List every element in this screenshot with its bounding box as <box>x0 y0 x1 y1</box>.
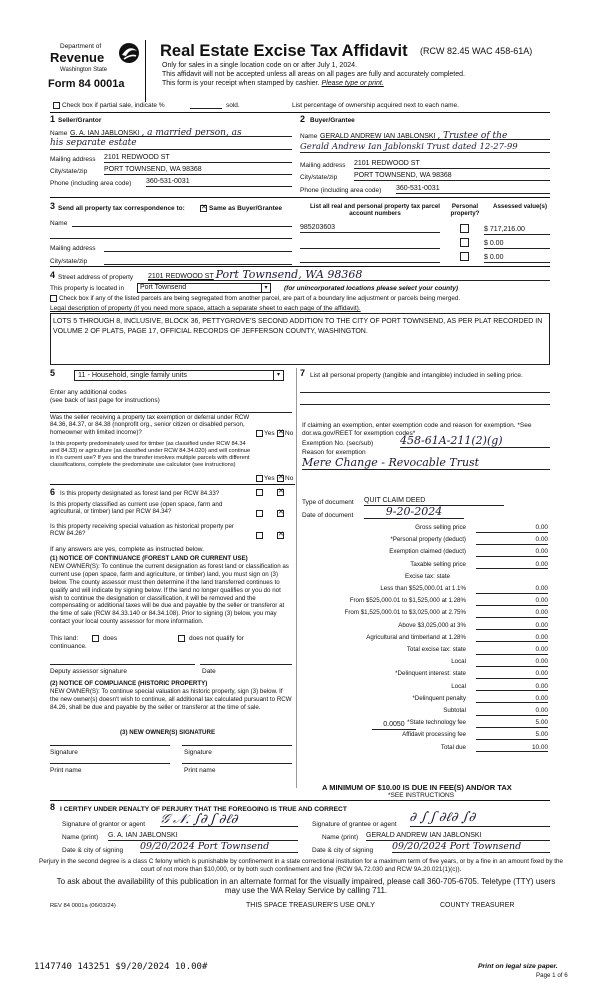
ledger-row <box>300 731 550 741</box>
legal-size-note: Print on legal size paper. <box>478 963 558 970</box>
minimum-due-line1: A MINIMUM OF $10.00 IS DUE IN FEE(S) AND/OR TAX <box>322 783 512 792</box>
located-in-label: This property is located in <box>50 285 125 292</box>
see-back-label: (see back of last page for instructions) <box>50 397 160 404</box>
logo-dept-line2: Revenue <box>50 50 105 65</box>
header-note-2: This affidavit will not be accepted unless all areas on all pages are fully and accurately completed. <box>162 71 465 78</box>
buyer-city-field[interactable]: PORT TOWNSEND, WA 98368 <box>354 172 550 181</box>
grantor-signature-label: Signature of grantor or agent <box>62 821 146 828</box>
chevron-down-icon: ▾ <box>261 284 270 292</box>
seller-mailing-field[interactable]: 2101 REDWOOD ST <box>104 154 292 163</box>
continuance-label: continuance. <box>50 643 87 650</box>
partial-sold-label: sold. <box>226 102 240 109</box>
ledger-row <box>300 695 550 705</box>
revision-label: REV 84 0001a (06/03/24) <box>50 903 116 909</box>
s6-q3-text: Is this property receiving special valuation as historical property per RCW 84.26? <box>50 523 234 538</box>
ledger-value[interactable]: 0.00 <box>476 524 548 533</box>
s5-q2-yes-checkbox[interactable] <box>256 475 263 482</box>
ledger-label: Excise tax: state <box>404 572 450 580</box>
ledger-value[interactable]: 5.00 <box>476 719 548 728</box>
ledger-row <box>300 658 550 668</box>
buyer-phone-label: Phone (including area code) <box>300 187 382 194</box>
exemption-note: If claiming an exemption, enter exemption code and reason for exemption. *See dor.wa.gov/REET for exemption codes* <box>302 422 532 437</box>
street-address-handwritten: Port Townsend, WA 98368 <box>215 268 363 281</box>
additional-codes-field[interactable] <box>50 412 292 413</box>
ledger-value[interactable]: 0.00 <box>476 536 548 545</box>
buyer-name-typed: GERALD ANDREW IAN JABLONSKI <box>320 133 436 140</box>
logo-dept-line1: Department of <box>60 43 102 50</box>
section-6-number: 6 <box>50 487 56 497</box>
deputy-date-field[interactable] <box>200 664 292 665</box>
ledger-label: *Personal property (deduct) <box>390 536 466 544</box>
buyer-name-handwritten-1: , Trustee of the <box>437 131 508 141</box>
personal-property-checkbox-1[interactable] <box>460 224 469 233</box>
print-name-label-2: Print name <box>184 767 216 774</box>
ledger-label: Subtotal <box>443 707 466 714</box>
deputy-signature-label: Deputy assessor signature <box>50 668 127 675</box>
doc-date-label: Date of document <box>302 512 354 519</box>
seller-name-typed: G. A. IAN JABLONSKI <box>70 130 140 137</box>
s5-q2-text: Is this property predominately used for timber (as classified under RCW 84.34 and 84.33) or agriculture (as classified under RCW 84.34.020) and will continue in it's current use? If yes and the transfer involves multiple parcels with different classifications, complete the predominate use calculator (see instructions) <box>50 441 251 469</box>
header-note-3-text: This form is your receipt when stamped by cashier. <box>162 80 320 87</box>
section-8-number: 8 <box>50 802 56 812</box>
notice-1-title: (1) NOTICE OF CONTINUANCE (FOREST LAND OR CURRENT USE) <box>50 555 248 562</box>
doc-type-label: Type of document <box>302 499 354 506</box>
s6-q2-no-checkbox[interactable] <box>277 510 284 517</box>
new-owner-signature-1[interactable] <box>50 745 170 746</box>
print-name-label-1: Print name <box>50 767 82 774</box>
s5-q1-text: Was the seller receiving a property tax exemption or deferral under RCW 84.36, 84.37, or 84.38 (nonprofit org., senior citizen or disabled person, homeowner with limited income)? <box>50 414 250 436</box>
ledger-row <box>300 585 550 595</box>
ledger-value[interactable]: 0.00 <box>476 683 548 692</box>
personal-property-checkbox-2[interactable] <box>460 238 469 247</box>
certify-statement: I CERTIFY UNDER PENALTY OF PERJURY THAT THE FOREGOING IS TRUE AND CORRECT <box>60 806 347 813</box>
local-rate-value[interactable]: 0.0050 <box>372 721 416 730</box>
form-title: Real Estate Excise Tax Affidavit <box>160 42 408 60</box>
s6-q1-text: Is this property designated as forest land per RCW 84.33? <box>60 490 220 497</box>
reason-label: Reason for exemption <box>302 449 366 456</box>
header-note-1: Only for sales in a single location code on or after July 1, 2024. <box>162 62 357 69</box>
doc-type-value[interactable]: QUIT CLAIM DEED <box>364 497 504 506</box>
s6-instructions: If any answers are yes, complete as instructed below. <box>50 546 204 553</box>
ledger-label: Exemption claimed (deduct) <box>389 548 466 556</box>
cashier-stamp: 1147740 143251 $9/20/2024 10.00# <box>34 962 208 972</box>
parcel-number-3[interactable] <box>300 254 440 263</box>
header-note-3 <box>162 80 384 88</box>
land-use-select[interactable] <box>74 370 284 381</box>
ledger-row <box>300 609 550 619</box>
seller-phone-field[interactable]: 360-531-0031 <box>146 178 292 187</box>
assessed-value-2[interactable]: $ 0.00 <box>484 240 550 249</box>
buyer-name-field[interactable] <box>320 131 550 140</box>
s3-city-field[interactable] <box>104 264 292 265</box>
exemption-no-value[interactable]: 458-61A-211(2)(g) <box>400 434 550 448</box>
does-not-checkbox[interactable] <box>178 635 185 642</box>
ledger-row <box>300 622 550 632</box>
ledger-label: Above $3,025,000 at 3% <box>398 621 466 629</box>
s6-q2-yes-checkbox[interactable] <box>256 510 263 517</box>
ledger-value[interactable]: 0.00 <box>476 597 548 606</box>
ledger-label: Total due <box>440 743 466 751</box>
logo-dept-line3: Washington State <box>60 67 108 73</box>
reason-value[interactable]: Mere Change - Revocable Trust <box>302 456 550 470</box>
s6-q2-text: Is this property classified as current use (open space, farm and agricultural, or timber) land per RCW 84.34? <box>50 501 223 516</box>
ledger-value[interactable]: 0.00 <box>476 609 548 618</box>
ledger-row <box>300 548 550 558</box>
grantor-signature-field[interactable] <box>160 812 298 827</box>
same-as-buyer-checkbox[interactable] <box>200 205 207 212</box>
ledger-value[interactable]: 0.00 <box>476 658 548 667</box>
section-3-number: 3 <box>50 201 56 211</box>
personal-property-field-2[interactable] <box>300 404 550 405</box>
grantee-date-label: Date & city of signing <box>312 847 374 854</box>
segregated-label: Check box if any of the listed parcels are being segregated from another parcel, are part of a boundary line adjustment or parcels being merged. <box>59 295 461 302</box>
grantor-date-field[interactable]: 09/20/2024 Port Townsend <box>140 841 298 853</box>
s3-extra-field[interactable] <box>50 238 292 239</box>
ledger-label: From $1,525,000.01 to $3,025,000 at 2.75% <box>344 609 466 617</box>
deputy-signature-field[interactable] <box>50 664 195 665</box>
s5-q1-no-label: No <box>285 430 294 437</box>
notice-2-title: (2) NOTICE OF COMPLIANCE (HISTORIC PROPERTY) <box>50 680 208 687</box>
s5-q2-no-checkbox[interactable] <box>277 475 284 482</box>
street-address-typed: 2101 REDWOOD ST <box>148 273 214 280</box>
signature-label-2: Signature <box>184 749 212 756</box>
county-treasurer-label: COUNTY TREASURER <box>440 902 515 909</box>
ledger-row <box>300 573 550 583</box>
partial-percent-field[interactable] <box>190 108 222 109</box>
tax-correspondence-label: Send all property tax correspondence to: <box>58 205 185 212</box>
grantor-date-label: Date & city of signing <box>62 847 124 854</box>
ledger-row <box>300 646 550 656</box>
buyer-name-handwritten-2[interactable]: Gerald Andrew Ian Jablonski Trust dated 12-27-99 <box>300 142 550 153</box>
assessed-value-header: Assessed value(s) <box>493 203 547 210</box>
ledger-label: From $525,000.01 to $1,525,000 at 1.28% <box>349 597 466 605</box>
ledger-value[interactable]: 0.00 <box>476 646 548 655</box>
ledger-row <box>300 683 550 693</box>
ledger-row <box>300 744 550 754</box>
ledger-label: *Delinquent interest: state <box>395 670 466 678</box>
s5-q2-yes-label: Yes <box>264 475 275 482</box>
seller-name-handwritten-1: , a married person, as <box>141 128 242 138</box>
legal-description-text: LOTS 5 THROUGH 8, INCLUSIVE, BLOCK 36, PETTYGROVE'S SECOND ADDITION TO THE CITY OF PORT TOWNSEND, AS PER PLAT RECORDED IN VOLUME 2 OF PLATS, PAGE 17, OFFICIAL RECORDS OF JEFFERSON COUNTY, WASHINGTON. <box>53 318 543 336</box>
grantee-signature-field[interactable] <box>410 810 550 827</box>
ledger-label: Local <box>451 658 466 666</box>
grantor-name-label: Name (print) <box>62 834 99 841</box>
ledger-label: Total excise tax: state <box>406 646 466 653</box>
buyer-heading: Buyer/Grantee <box>310 117 355 124</box>
street-address-label: Street address of property <box>58 274 134 281</box>
new-owner-signature-2[interactable] <box>182 745 292 746</box>
notice-2-body: NEW OWNER(S): To continue special valuation as historic property, sign (3) below. If the new owner(s) doesn't wish to continue, all additional tax calculated pursuant to RCW 84.26, shall be due and payable by the seller or transferor at the time of sale. <box>50 688 292 711</box>
s3-name-label: Name <box>50 220 68 227</box>
section-2-number: 2 <box>300 114 306 124</box>
located-note: (for unincorporated locations please select your county) <box>284 285 459 292</box>
ledger-value[interactable]: 0.00 <box>476 695 548 704</box>
notice-3-title: (3) NEW OWNER(S) SIGNATURE <box>120 729 216 736</box>
dor-logo <box>46 40 146 102</box>
buyer-phone-field[interactable]: 360-531-0031 <box>396 185 550 194</box>
this-land-label: This land: <box>50 635 79 642</box>
form-number: Form 84 0001a <box>48 78 125 90</box>
ledger-label: Less than $525,000.01 at 1.1% <box>380 585 466 592</box>
buyer-city-label: City/state/zip <box>300 174 338 181</box>
buyer-mailing-field[interactable]: 2101 REDWOOD ST <box>354 160 550 169</box>
grantor-name-field[interactable]: G. A. IAN JABLONSKI <box>108 832 298 841</box>
section-5-number: 5 <box>50 368 56 378</box>
logo-swirl-icon <box>118 42 140 64</box>
new-owner-print-2[interactable] <box>182 763 292 764</box>
ledger-label: Gross selling price <box>415 524 466 531</box>
seller-phone-label: Phone (including area code) <box>50 180 132 187</box>
s3-mailing-field[interactable] <box>104 251 292 252</box>
additional-codes-label: Enter any additional codes <box>50 389 127 396</box>
grantee-date-field[interactable]: 09/20/2024 Port Townsend <box>392 841 550 853</box>
personal-property-field-1[interactable] <box>300 392 550 393</box>
treasurer-use-label: THIS SPACE TREASURER'S USE ONLY <box>246 902 375 909</box>
alternate-format-notice: To ask about the availability of this publication in an alternate format for the visually impaired, please call 360-705-6705. Teletype (TTY) users may use the WA Relay Service by calling 711. <box>56 877 556 896</box>
notice-1-body: NEW OWNER(S): To continue the current designation as forest land or classification as current use (open space, farm and agriculture, or timber) land, you must sign on (3) below. The county assessor must then determine if the land transferred continues to qualify and will indicate by signing below. If the land no longer qualifies or you do not wish to continue the designation or classification, it will be removed and the compensating or additional taxes will be due and payable by the seller or transferor at the time of sale (RCW 84.33.140 or 84.34.108). Prior to signing (3) below, you may contact your local county assessor for more information. <box>50 563 289 626</box>
new-owner-print-1[interactable] <box>50 763 170 764</box>
partial-sale-label: Check box if partial sale, indicate % <box>62 102 165 109</box>
segregated-checkbox[interactable] <box>50 295 57 302</box>
s3-mailing-label: Mailing address <box>50 245 96 252</box>
perjury-notice: Perjury in the second degree is a class C felony which is punishable by confinement in a state correctional institution for a maximum term of five years, or by a fine in an amount fixed by the court of not more than $10,000, or by both such confinement and fine (RCW 9A.72.030 and RCW 9A.20.021(1)(c)). <box>39 858 563 873</box>
seller-heading: Seller/Grantor <box>58 117 102 124</box>
ledger-row <box>300 707 550 717</box>
assessed-value-1[interactable]: $ 717,216.00 <box>484 226 550 235</box>
signature-label-1: Signature <box>50 749 78 756</box>
ledger-value[interactable]: 0.00 <box>476 634 548 643</box>
parcel-number-2[interactable] <box>300 240 440 249</box>
ledger-value[interactable]: 0.00 <box>476 707 548 716</box>
parcel-header: List all real and personal property tax parcel account numbers <box>310 203 440 218</box>
ledger-value[interactable]: 0.00 <box>476 561 548 570</box>
ledger-label: Local <box>451 682 466 690</box>
header-note-3-type: Please type or print. <box>321 80 384 87</box>
grantor-signature-scrawl: 𝒢 𝒩. ∫∂ ʃ ∂ℓ∂ <box>158 812 241 827</box>
ledger-label: Affidavit processing fee <box>402 731 466 739</box>
seller-name-label: Name <box>50 130 68 137</box>
assessed-value-3[interactable]: $ 0.00 <box>484 254 550 263</box>
ledger-value[interactable]: 0.00 <box>476 585 548 594</box>
street-address-field[interactable] <box>148 268 550 281</box>
personal-property-header: Personal property? <box>450 203 480 218</box>
seller-mailing-label: Mailing address <box>50 156 96 163</box>
location-select[interactable] <box>137 283 271 293</box>
ledger-row <box>300 524 550 534</box>
s5-q1-no-checkbox[interactable] <box>277 430 284 437</box>
ledger-row <box>300 634 550 644</box>
grantee-signature-label: Signature of grantee or agent <box>312 821 397 828</box>
does-label: does <box>103 635 118 642</box>
doc-date-value[interactable]: 9-20-2024 <box>364 505 464 519</box>
land-use-value: 11 - Household, single family units <box>78 370 187 379</box>
buyer-name-label: Name <box>300 133 318 140</box>
deputy-date-label: Date <box>202 668 216 675</box>
s6-q1-no-checkbox[interactable] <box>277 489 284 496</box>
does-checkbox[interactable] <box>92 635 99 642</box>
grantee-name-label: Name (print) <box>322 834 359 841</box>
s3-city-label: City/state/zip <box>50 258 88 265</box>
ledger-label: *State technology fee <box>407 719 466 727</box>
page-number: Page 1 of 6 <box>536 972 568 979</box>
seller-name-handwritten-2[interactable]: his separate estate <box>50 138 292 150</box>
ledger-row <box>300 670 550 680</box>
s5-q1-yes-label: Yes <box>264 430 275 437</box>
s6-q1-yes-checkbox[interactable] <box>256 489 263 496</box>
parcel-number-1[interactable]: 985203603 <box>300 224 440 233</box>
exemption-no-label: Exemption No. (sec/sub) <box>302 440 374 447</box>
s6-q3-no-checkbox[interactable] <box>277 532 284 539</box>
section-4-number: 4 <box>50 270 56 280</box>
s5-q1-yes-checkbox[interactable] <box>256 430 263 437</box>
ownership-percent-label: List percentage of ownership acquired next to each name. <box>292 102 459 109</box>
partial-sale-checkbox[interactable] <box>53 102 60 109</box>
s3-name-field[interactable] <box>72 226 292 227</box>
s5-q2-no-label: No <box>285 475 294 482</box>
seller-city-label: City/state/zip <box>50 168 88 175</box>
ledger-value[interactable]: 10.00 <box>476 744 548 753</box>
does-not-label: does not qualify for <box>189 635 244 642</box>
seller-city-field[interactable]: PORT TOWNSEND, WA 98368 <box>104 166 292 175</box>
s6-q3-yes-checkbox[interactable] <box>256 532 263 539</box>
ledger-value[interactable]: 5.00 <box>476 731 548 740</box>
form-title-ref: (RCW 82.45 WAC 458-61A) <box>420 46 533 56</box>
chevron-down-icon: ▾ <box>273 371 283 380</box>
ledger-row <box>300 719 550 729</box>
ledger-label: *Delinquent penalty <box>412 694 466 702</box>
grantee-signature-scrawl: ∂ ∫ ʃ ∂ℓ∂ ∫∂ <box>408 810 479 825</box>
section-1-number: 1 <box>50 114 56 124</box>
section-7-number: 7 <box>300 368 306 378</box>
ledger-label: Agricultural and timberland at 1.28% <box>366 633 466 641</box>
personal-property-label: List all personal property (tangible and intangible) included in selling price. <box>310 372 523 379</box>
ledger-row <box>300 597 550 607</box>
ledger-value[interactable]: 0.00 <box>476 548 548 557</box>
personal-property-checkbox-3[interactable] <box>460 252 469 261</box>
seller-name-field[interactable] <box>70 128 292 137</box>
ledger-value[interactable]: 0.00 <box>476 670 548 679</box>
legal-description-label: Legal description of property (if you need more space, attach a separate sheet to each page of the affidavit). <box>50 305 361 312</box>
location-select-value: Port Townsend <box>140 284 187 291</box>
legal-description-box[interactable] <box>50 313 550 365</box>
buyer-mailing-label: Mailing address <box>300 162 346 169</box>
ledger-label: Taxable selling price <box>410 560 466 568</box>
grantee-name-field[interactable]: GERALD ANDREW IAN JABLONSKI <box>366 832 550 841</box>
minimum-due-line2: *SEE INSTRUCTIONS <box>388 792 455 799</box>
ledger-row <box>300 536 550 546</box>
ledger-value[interactable]: 0.00 <box>476 622 548 631</box>
same-as-buyer-label: Same as Buyer/Grantee <box>209 205 282 212</box>
ledger-row <box>300 561 550 571</box>
